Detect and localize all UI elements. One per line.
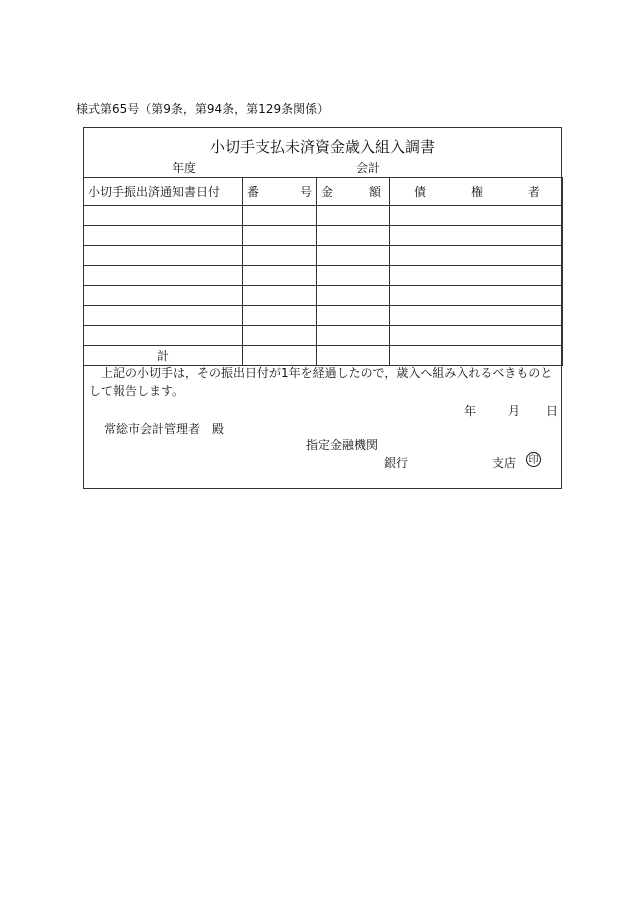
total-amount-cell — [317, 346, 390, 366]
seal-icon: 印 — [526, 452, 541, 467]
check-table — [83, 177, 563, 366]
number-cell — [243, 226, 317, 246]
date-year-label: 年 — [464, 404, 477, 418]
designated-bank-label: 指定金融機関 — [306, 438, 379, 452]
table-row — [84, 266, 563, 286]
creditor-cell — [390, 326, 563, 346]
notice-date-cell — [84, 206, 243, 226]
total-creditor-cell — [390, 346, 563, 366]
number-cell — [243, 206, 317, 226]
creditor-cell — [390, 206, 563, 226]
number-cell — [243, 286, 317, 306]
header-number-char-1: 番 — [247, 185, 260, 199]
header-notice-date-label: 小切手振出済通知書日付 — [88, 185, 221, 199]
number-cell — [243, 306, 317, 326]
total-row — [84, 346, 563, 366]
amount-cell — [317, 226, 390, 246]
header-creditor-char-2: 権 — [470, 185, 483, 199]
header-amount — [317, 178, 390, 206]
number-cell — [243, 326, 317, 346]
header-notice-date — [84, 178, 243, 206]
header-amount-char-2: 額 — [368, 185, 381, 199]
table-header-row — [84, 178, 563, 206]
notice-date-cell — [84, 246, 243, 266]
number-cell — [243, 266, 317, 286]
amount-cell — [317, 306, 390, 326]
amount-cell — [317, 326, 390, 346]
amount-cell — [317, 206, 390, 226]
form-title: 小切手支払未済資金歳入組入調書 — [209, 138, 435, 156]
table-row — [84, 206, 563, 226]
header-number-char-2: 号 — [299, 185, 312, 199]
header-creditor — [390, 178, 563, 206]
total-label: 計 — [84, 346, 243, 366]
creditor-cell — [390, 226, 563, 246]
creditor-cell — [390, 266, 563, 286]
header-amount-char-1: 金 — [321, 185, 334, 199]
table-row — [84, 326, 563, 346]
header-number — [243, 178, 317, 206]
table-row — [84, 246, 563, 266]
addressee: 常総市会計管理者 殿 — [104, 422, 225, 436]
amount-cell — [317, 266, 390, 286]
date-day-label: 日 — [546, 404, 559, 418]
header-creditor-char-1: 債 — [414, 185, 427, 199]
form-number-label: 様式第65号（第9条，第94条，第129条関係） — [76, 102, 330, 116]
table-row — [84, 306, 563, 326]
creditor-cell — [390, 306, 563, 326]
notice-date-cell — [84, 306, 243, 326]
notice-date-cell — [84, 326, 243, 346]
bank-name-suffix: 銀行 — [384, 456, 409, 470]
notice-date-cell — [84, 226, 243, 246]
creditor-cell — [390, 246, 563, 266]
fiscal-year-label: 年度 — [172, 161, 197, 175]
table-row — [84, 286, 563, 306]
report-form — [83, 127, 562, 489]
notice-date-cell — [84, 286, 243, 306]
header-creditor-char-3: 者 — [527, 185, 540, 199]
account-label: 会計 — [356, 161, 381, 175]
notice-date-cell — [84, 266, 243, 286]
amount-cell — [317, 246, 390, 266]
number-cell — [243, 246, 317, 266]
table-row — [84, 226, 563, 246]
creditor-cell — [390, 286, 563, 306]
branch-suffix: 支店 — [492, 456, 517, 470]
amount-cell — [317, 286, 390, 306]
date-month-label: 月 — [508, 404, 521, 418]
report-statement: 上記の小切手は，その振出日付が1年を経過したので，歳入へ組み入れるべきものとして報告します。 — [89, 366, 553, 398]
total-number-cell — [243, 346, 317, 366]
